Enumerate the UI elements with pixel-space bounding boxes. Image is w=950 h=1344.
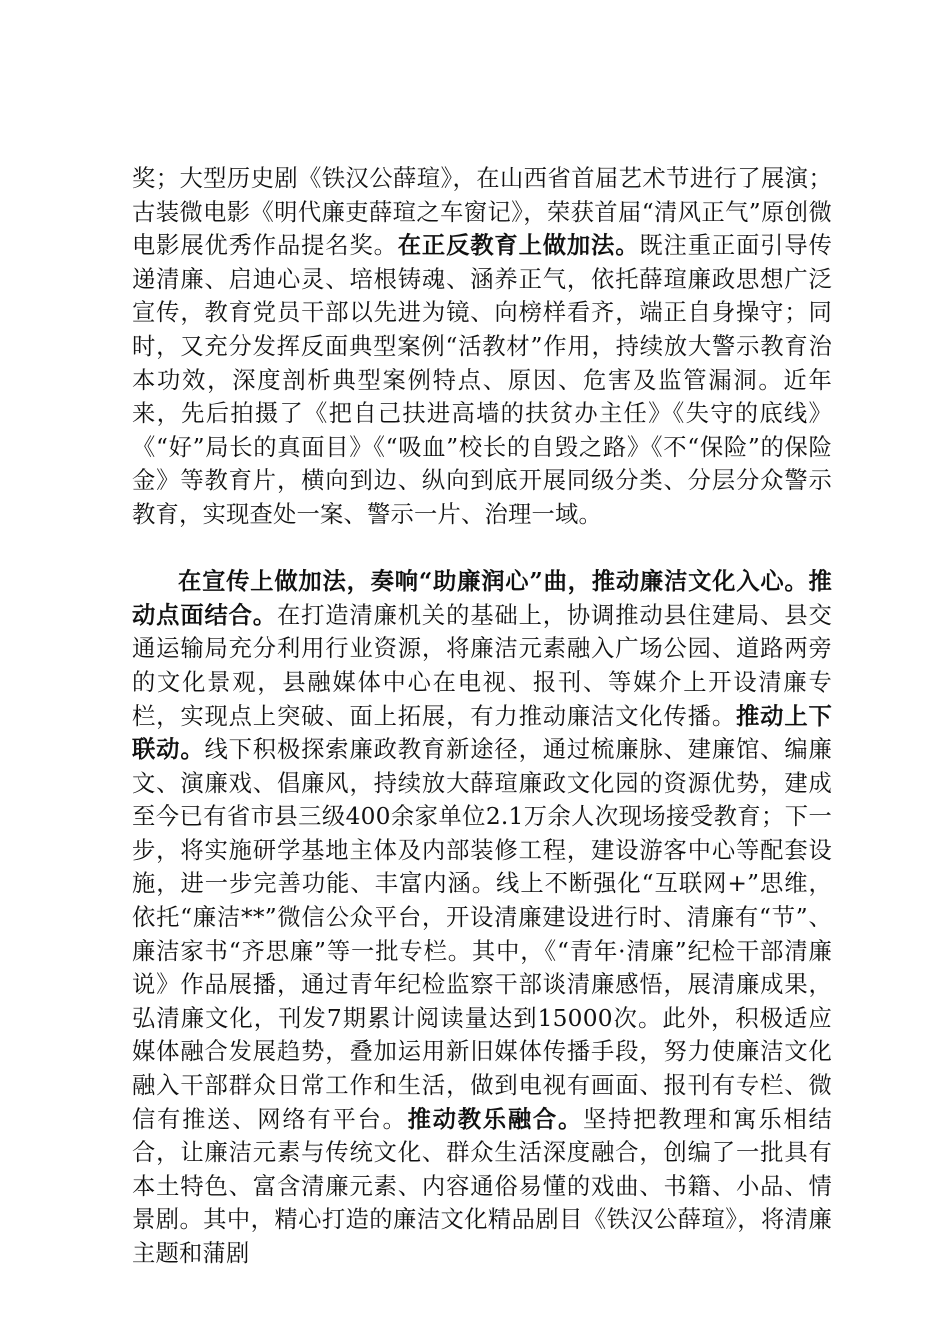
text-run: 线下积极探索廉政教育新途径，通过梳廉脉、建廉馆、编廉文、演廉戏、倡廉风，持续放大薛瑄廉政文化园的资源优势，建成至今已有省市县三级400余家单位2.1万余人次现场接受教育；下一步，将实施研学基地主体及内部装修工程，建设游客中心等配套设施，进一步完善功能、丰富内涵。线上不断强化“互联网+”思维，依托“廉洁**”微信公众平台，开设清廉建设进行时、清廉有“节”、廉洁家书“齐思廉”等一批专栏。其中，《“青年·清廉”纪检干部清廉说》作品展播，通过青年纪检监察干部谈清廉感悟，展清廉成果，弘清廉文化，刊发7期累计阅读量达到15000次。此外，积极适应媒体融合发展趋势，叠加运用新旧媒体传播手段，努力使廉洁文化融入干部群众日常工作和生活，做到电视有画面、报刊有专栏、微信有推送、网络有平台。: [132, 736, 832, 1133]
section-heading-publicity: 在宣传上做加法，奏响“助廉润心”曲，推动廉洁文化入心。: [178, 568, 809, 596]
text-run: 坚持把教理和寓乐相结合，让廉洁元素与传统文化、群众生活深度融合，创编了一批具有本土特色、富含清廉元素、内容通俗易懂的戏曲、书籍、小品、情景剧。其中，精心打造的廉洁文化精品剧目《铁汉公薛瑄》，将清廉主题和蒲剧: [132, 1105, 832, 1267]
paragraph-2: [132, 565, 832, 1270]
text-run: 在打造清廉机关的基础上，协调推动县住建局、县交通运输局充分利用行业资源，将廉洁元素融入广场公园、道路两旁的文化景观，县融媒体中心在电视、报刊、等媒介上开设清廉专栏，实现点上突破、面上拓展，有力推动廉洁文化传播。: [132, 601, 832, 730]
document-body: [132, 162, 832, 1271]
subheading-point-surface: 推动点面结合。: [132, 568, 832, 629]
subheading-education-entertainment: 推动教乐融合。: [407, 1105, 583, 1133]
subheading-up-down-linkage: 推动上下联动。: [132, 702, 832, 764]
text-run: 既注重正面引导传递清廉、启迪心灵、培根铸魂、涵养正气，依托薛瑄廉政思想广泛宣传，教育党员干部以先进为镜、向榜样看齐，端正自身操守；同时，又充分发挥反面典型案例“活教材”作用，持续放大警示教育治本功效，深度剖析典型案例特点、原因、危害及监管漏洞。近年来，先后拍摄了《把自己扶进高墙的扶贫办主任》《失守的底线》《“好”局长的真面目》《“吸血”校长的自毁之路》《不“保险”的保险金》等教育片，横向到边、纵向到底开展同级分类、分层分众警示教育，实现查处一案、警示一片、治理一域。: [132, 232, 832, 528]
text-run: 奖；大型历史剧《铁汉公薛瑄》，在山西省首届艺术节进行了展演；古装微电影《明代廉吏薛瑄之车窗记》，荣获首届“清风正气”原创微电影展优秀作品提名奖。: [132, 165, 832, 260]
subheading-positive-negative-education: 在正反教育上做加法。: [397, 232, 640, 260]
paragraph-1: [132, 162, 832, 532]
